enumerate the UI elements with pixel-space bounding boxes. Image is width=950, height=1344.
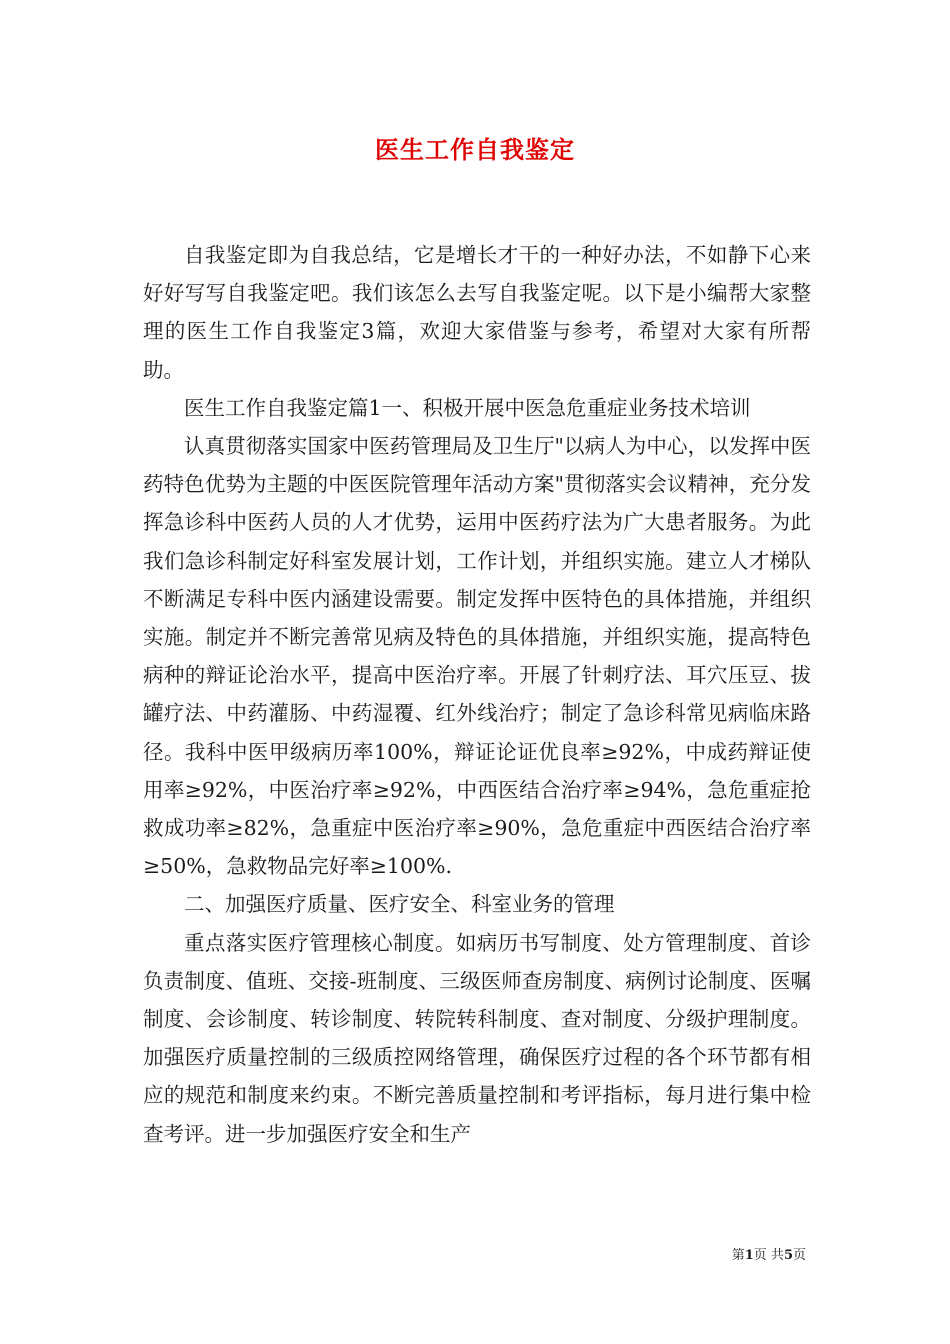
paragraph-intro: 自我鉴定即为自我总结，它是增长才干的一种好办法，不如静下心来好好写写自我鉴定吧。我们该怎么去写自我鉴定呢。以下是小编帮大家整理的医生工作自我鉴定3篇，欢迎大家借鉴与参考，希望对大家有所帮助。 <box>143 243 811 382</box>
document-body <box>143 236 811 1153</box>
footer-total-pages: 5 <box>783 1248 793 1263</box>
footer-middle: 页 共 <box>753 1248 784 1263</box>
paragraph-section-1-body: 认真贯彻落实国家中医药管理局及卫生厅"以病人为中心，以发挥中医药特色优势为主题的中医医院管理年活动方案"贯彻落实会议精神，充分发挥急诊科中医药人员的人才优势，运用中医药疗法为广大患者服务。为此我们急诊科制定好科室发展计划，工作计划，并组织实施。建立人才梯队不断满足专科中医内涵建设需要。制定发挥中医特色的具体措施，并组织实施。制定并不断完善常见病及特色的具体措施，并组织实施，提高特色病种的辩证论治水平，提高中医治疗率。开展了针刺疗法、耳穴压豆、拔罐疗法、中药灌肠、中药湿覆、红外线治疗；制定了急诊科常见病临床路径。我科中医甲级病历率100%，辩证论证优良率≥92%，中成药辩证使用率≥92%，中医治疗率≥92%，中西医结合治疗率≥94%，急危重症抢救成功率≥82%，急重症中医治疗率≥90%，急危重症中西医结合治疗率≥50%，急救物品完好率≥100%. <box>143 434 811 879</box>
paragraph-section-2-body: 重点落实医疗管理核心制度。如病历书写制度、处方管理制度、首诊负责制度、值班、交接-班制度、三级医师查房制度、病例讨论制度、医嘱制度、会诊制度、转诊制度、转院转科制度、查对制度、分级护理制度。加强医疗质量控制的三级质控网络管理，确保医疗过程的各个环节都有相应的规范和制度来约束。不断完善质量控制和考评指标，每月进行集中检查考评。进一步加强医疗安全和生产 <box>143 930 811 1146</box>
footer-suffix: 页 <box>792 1248 806 1263</box>
page-footer <box>0 1247 806 1265</box>
paragraph-section-1-heading: 医生工作自我鉴定篇1一、积极开展中医急危重症业务技术培训 <box>184 395 751 420</box>
paragraph-section-2-heading: 二、加强医疗质量、医疗安全、科室业务的管理 <box>184 892 615 917</box>
document-title: 医生工作自我鉴定 <box>375 135 575 164</box>
footer-page-number: 1 <box>744 1248 754 1263</box>
footer-prefix: 第 <box>731 1248 745 1263</box>
